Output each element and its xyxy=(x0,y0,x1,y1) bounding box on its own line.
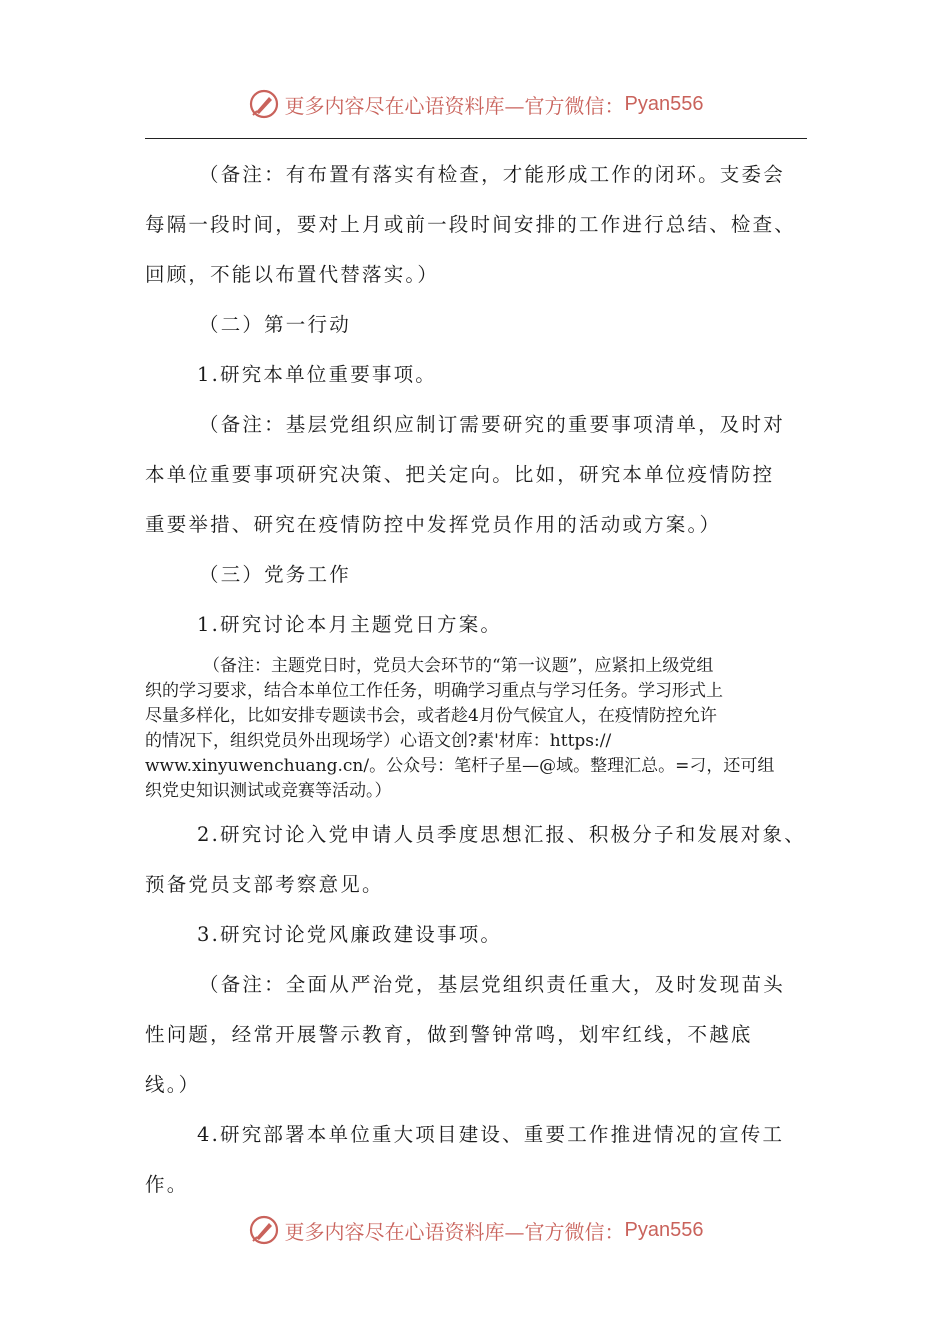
item-2-1: 1.研究本单位重要事项。 xyxy=(197,363,438,386)
item-3-4-line-1: 4.研究部署本单位重大项目建设、重要工作推进情况的宣传工 xyxy=(197,1123,785,1146)
footer-banner-text: 更多内容尽在心语资料库—官方微信： xyxy=(284,1219,625,1244)
note-3-line-1: （备注：全面从严治党，基层党组织责任重大，及时发现苗头 xyxy=(199,973,785,996)
header-banner xyxy=(0,84,950,124)
note-3-line-2: 性问题，经常开展警示教育，做到警钟常鸣，划牢红线，不越底 xyxy=(145,1023,753,1046)
small-note-line-3: 尽量多样化，比如安排专题读书会，或者趁4月份气候宜人，在疫情防控允许 xyxy=(145,706,717,726)
note-1-line-1: （备注：有布置有落实有检查，才能形成工作的闭环。支委会 xyxy=(199,163,785,186)
document-body xyxy=(145,150,807,1210)
small-note xyxy=(145,654,807,804)
small-note-line-2: 织的学习要求，结合本单位工作任务，明确学习重点与学习任务。学习形式上 xyxy=(145,681,723,701)
item-3-4-line-2: 作。 xyxy=(145,1173,189,1196)
header-banner-text: 更多内容尽在心语资料库—官方微信： xyxy=(284,93,625,118)
note-3-line-3: 线。） xyxy=(145,1073,201,1096)
small-note-line-6: 织党史知识测试或竞赛等活动。） xyxy=(145,781,392,801)
note-2-line-3: 重要举措、研究在疫情防控中发挥党员作用的活动或方案。） xyxy=(145,513,722,536)
small-note-line-5: www.xinyuwenchuang.cn/。公众号：笔杆子星—@域。整理汇总。=刁，还可组 xyxy=(145,756,775,776)
footer-banner xyxy=(0,1210,950,1250)
item-3-3: 3.研究讨论党风廉政建设事项。 xyxy=(197,923,503,946)
item-3-2-line-2: 预备党员支部考察意见。 xyxy=(145,873,384,896)
note-1-line-3: 回顾，不能以布置代替落实。） xyxy=(145,263,440,286)
header-wechat-id: Pyan556 xyxy=(624,92,704,115)
header-rule xyxy=(145,138,807,139)
small-note-line-4: 的情况下，组织党员外出现场学）心语文创?素'材库：https:// xyxy=(145,731,612,751)
section-heading-2: （二）第一行动 xyxy=(199,313,351,336)
pen-logo-icon xyxy=(247,1213,281,1247)
item-3-2-line-1: 2.研究讨论入党申请人员季度思想汇报、积极分子和发展对象、 xyxy=(197,823,806,846)
footer-wechat-id: Pyan556 xyxy=(624,1218,704,1241)
pen-logo-icon xyxy=(247,87,281,121)
item-3-1: 1.研究讨论本月主题党日方案。 xyxy=(197,613,503,636)
small-note-line-1: （备注：主题党日时，党员大会环节的“第一议题”，应紧扣上级党组 xyxy=(203,656,714,676)
note-2-line-2: 本单位重要事项研究决策、把关定向。比如，研究本单位疫情防控 xyxy=(145,463,775,486)
section-heading-3: （三）党务工作 xyxy=(199,563,351,586)
note-1-line-2: 每隔一段时间，要对上月或前一段时间安排的工作进行总结、检查、 xyxy=(145,213,797,236)
note-2-line-1: （备注：基层党组织应制订需要研究的重要事项清单，及时对 xyxy=(199,413,785,436)
